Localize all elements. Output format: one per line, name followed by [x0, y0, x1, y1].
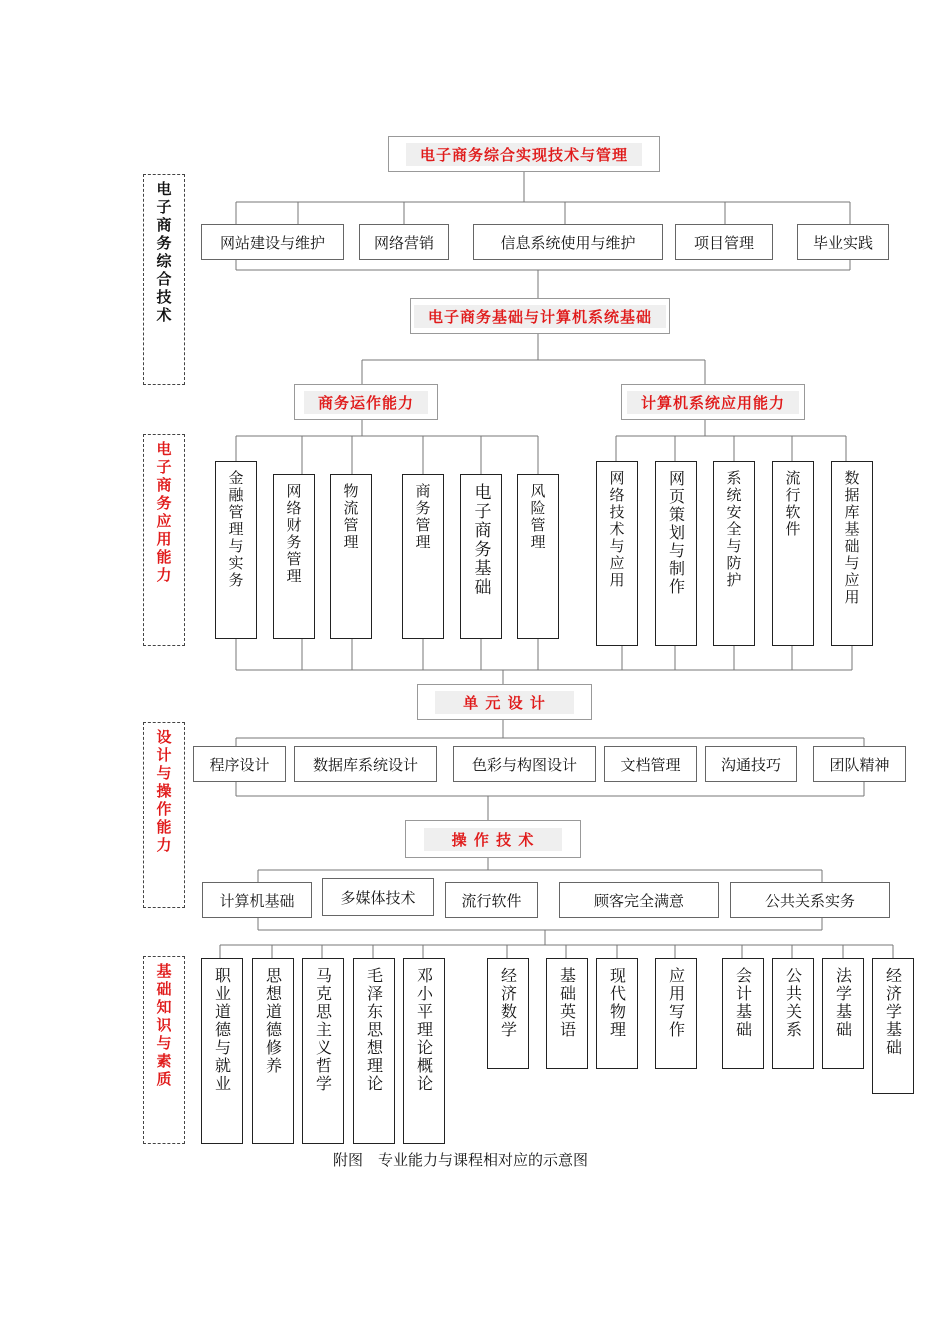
course-box: 多媒体技术 — [322, 878, 434, 916]
course-box-vertical — [772, 461, 814, 646]
course-box-vertical — [831, 461, 873, 646]
course-box: 顾客完全满意 — [559, 882, 719, 918]
course-label: 商务管理 — [413, 483, 432, 551]
course-box-vertical — [402, 474, 444, 639]
course-label: 经济数学 — [498, 967, 518, 1039]
course-label: 系统安全与防护 — [724, 470, 743, 589]
heading-top — [388, 136, 660, 172]
heading-unit-label: 单 元 设 计 — [435, 691, 574, 714]
heading-base — [410, 298, 670, 334]
course-box-vertical — [596, 461, 638, 646]
course-label: 基础英语 — [557, 967, 577, 1039]
course-label: 法学基础 — [833, 967, 853, 1039]
course-box-vertical — [201, 958, 243, 1144]
course-label: 网页策划与制作 — [666, 470, 686, 596]
figure-caption: 附图 专业能力与课程相对应的示意图 — [333, 1151, 589, 1169]
course-box-vertical — [722, 958, 764, 1069]
course-box-vertical — [596, 958, 638, 1069]
side-label-text: 电子商务综合技术 — [154, 181, 173, 325]
course-box-vertical — [273, 474, 315, 639]
side-label-application-ability — [143, 434, 185, 646]
course-box-vertical — [713, 461, 755, 646]
course-label: 金融管理与实务 — [226, 470, 245, 589]
heading-operate — [405, 820, 581, 858]
course-box-vertical — [772, 958, 814, 1069]
course-box: 网站建设与维护 — [201, 224, 344, 260]
course-label: 数据库基础与应用 — [842, 470, 861, 606]
side-label-integrated-tech — [143, 174, 185, 385]
course-box: 团队精神 — [813, 746, 906, 782]
course-box: 文档管理 — [604, 746, 697, 782]
course-box: 数据库系统设计 — [294, 746, 437, 782]
course-box: 程序设计 — [193, 746, 286, 782]
course-box-vertical — [655, 958, 697, 1069]
course-box-vertical — [252, 958, 294, 1144]
course-label: 应用写作 — [666, 967, 686, 1039]
course-box-vertical — [302, 958, 344, 1144]
course-box-vertical — [330, 474, 372, 639]
course-label: 风险管理 — [528, 483, 547, 551]
course-label: 邓小平理论概论 — [414, 967, 434, 1093]
course-box: 项目管理 — [675, 224, 773, 260]
course-box-vertical — [487, 958, 529, 1069]
course-label: 物流管理 — [341, 483, 360, 551]
course-label: 现代物理 — [607, 967, 627, 1039]
course-box-vertical — [655, 461, 697, 646]
heading-computer-label: 计算机系统应用能力 — [627, 391, 799, 414]
course-label: 会计基础 — [733, 967, 753, 1039]
course-label: 经济学基础 — [883, 967, 903, 1057]
course-box: 毕业实践 — [797, 224, 889, 260]
course-box-vertical — [403, 958, 445, 1144]
side-label-text: 基础知识与素质 — [154, 963, 173, 1089]
course-label: 职业道德与就业 — [212, 967, 232, 1093]
course-box-vertical — [353, 958, 395, 1144]
course-box-vertical — [872, 958, 914, 1094]
heading-computer — [621, 384, 805, 420]
side-label-text: 设计与操作能力 — [154, 729, 173, 855]
course-box: 沟通技巧 — [705, 746, 797, 782]
course-box-vertical — [215, 461, 257, 639]
course-label: 马克思主义哲学 — [313, 967, 333, 1093]
heading-business — [294, 384, 438, 420]
course-box-vertical — [822, 958, 864, 1069]
heading-base-label: 电子商务基础与计算机系统基础 — [414, 305, 666, 328]
course-label: 思想道德修养 — [263, 967, 283, 1075]
heading-unit-design — [417, 684, 592, 720]
course-label: 流行软件 — [783, 470, 802, 538]
course-label: 毛泽东思想理论 — [364, 967, 384, 1093]
course-box: 公共关系实务 — [730, 882, 890, 918]
course-box: 网络营销 — [359, 224, 449, 260]
side-label-design-operation — [143, 722, 185, 908]
side-label-basic-knowledge — [143, 956, 185, 1144]
course-box-vertical — [546, 958, 588, 1069]
course-box-vertical — [460, 474, 502, 639]
heading-top-label: 电子商务综合实现技术与管理 — [406, 143, 642, 166]
course-label: 电子商务基础 — [470, 483, 491, 597]
course-label: 网络财务管理 — [284, 483, 303, 585]
heading-business-label: 商务运作能力 — [304, 391, 428, 414]
course-box: 流行软件 — [445, 882, 538, 918]
course-label: 公共关系 — [783, 967, 803, 1039]
course-box: 计算机基础 — [202, 882, 312, 918]
side-label-text: 电子商务应用能力 — [154, 441, 173, 585]
heading-operate-label: 操 作 技 术 — [424, 828, 563, 851]
course-box: 色彩与构图设计 — [453, 746, 596, 782]
course-label: 网络技术与应用 — [607, 470, 626, 589]
course-box-vertical — [517, 474, 559, 639]
course-box: 信息系统使用与维护 — [473, 224, 663, 260]
